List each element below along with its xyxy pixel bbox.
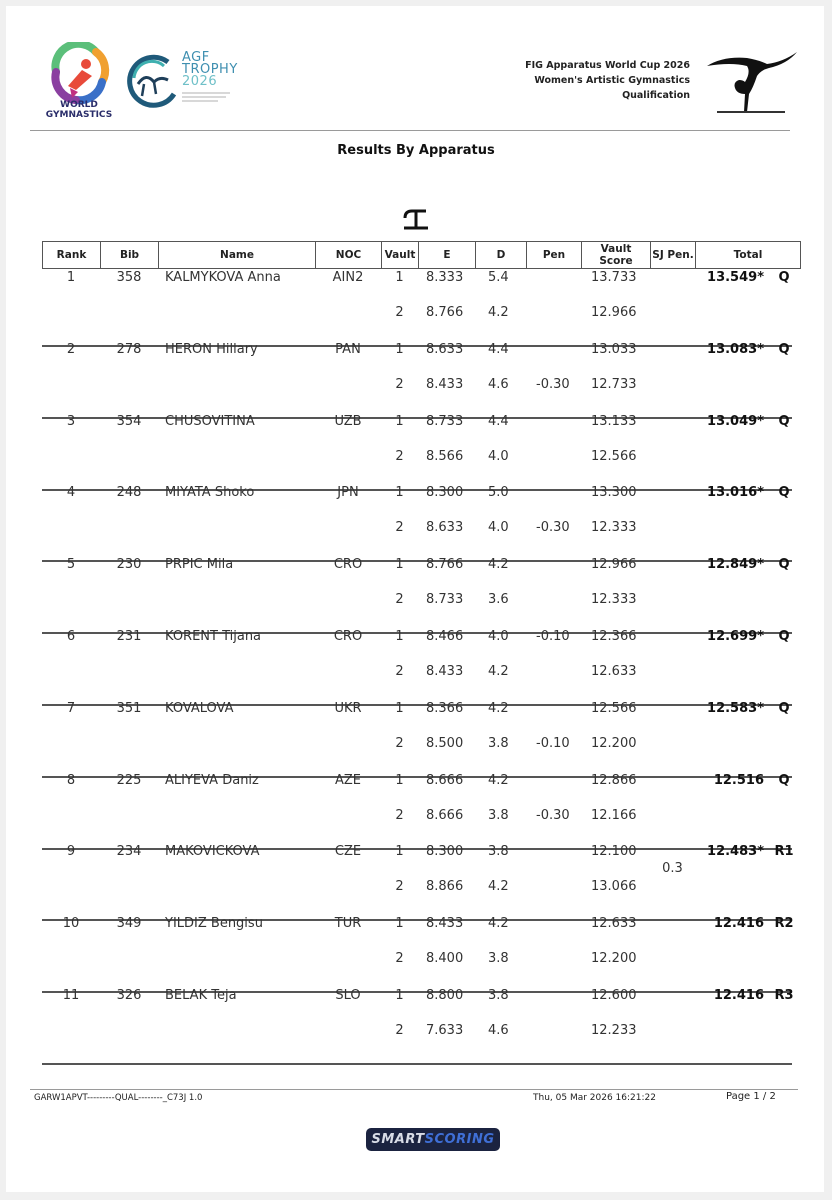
column-header-d: D	[476, 242, 527, 269]
smartscoring-logo-part2: SCORING	[424, 1132, 495, 1147]
vault-e-score: 8.433	[426, 664, 464, 679]
vault-score: 12.333	[591, 520, 637, 536]
gymnast-silhouette-logo	[703, 50, 799, 116]
footer-divider	[30, 1089, 798, 1090]
athlete-row	[42, 844, 794, 921]
vault-number: 1	[395, 988, 404, 1003]
athlete-row	[42, 772, 792, 850]
athlete-name: PRPIC Mila	[165, 557, 234, 573]
athlete-row	[42, 629, 792, 706]
vault-number: 1	[395, 844, 404, 860]
vault-score: 12.966	[591, 557, 637, 573]
athlete-total: 12.699*	[707, 629, 764, 644]
athlete-row	[42, 485, 792, 562]
vault-score: 12.733	[591, 376, 637, 392]
athlete-noc: JPN	[337, 485, 359, 501]
vault-d-score: 4.4	[488, 413, 509, 429]
athlete-rank: 10	[62, 916, 80, 932]
vault-score: 12.366	[591, 629, 637, 644]
athlete-name: CHUSOVITINA	[165, 413, 255, 429]
athlete-bib: 349	[116, 916, 142, 932]
qualification-status: Q	[778, 413, 790, 429]
vault-d-score: 3.8	[488, 951, 509, 967]
event-name: FIG Apparatus World Cup 2026	[525, 60, 690, 71]
vault-number: 1	[395, 629, 404, 644]
athlete-name: YILDIZ Bengisu	[165, 916, 263, 932]
athlete-bib: 278	[116, 341, 142, 357]
vault-score: 13.133	[591, 413, 637, 429]
vault-d-score: 3.8	[488, 807, 509, 823]
vault-number: 1	[395, 341, 404, 357]
event-header	[525, 58, 690, 103]
agf-trophy-logo	[122, 52, 248, 112]
vault-score: 13.066	[591, 879, 637, 895]
athlete-noc: SLO	[335, 988, 361, 1003]
vault-number: 2	[395, 1023, 404, 1038]
vault-d-score: 3.8	[488, 988, 509, 1003]
vault-score: 12.200	[591, 951, 637, 967]
vault-d-score: 4.6	[488, 1023, 509, 1038]
vault-d-score: 3.8	[488, 735, 509, 751]
column-header-e: E	[419, 242, 476, 269]
vault-e-score: 7.633	[426, 1023, 464, 1038]
vault-number: 2	[395, 448, 404, 464]
vault-d-score: 4.0	[488, 520, 509, 536]
athlete-noc: UKR	[334, 700, 362, 716]
athlete-total: 12.416	[713, 916, 764, 932]
athlete-bib: 230	[116, 557, 142, 573]
qualification-status: R3	[774, 988, 794, 1003]
vault-number: 2	[395, 879, 404, 895]
vault-score: 12.233	[591, 1023, 637, 1038]
vault-e-score: 8.633	[426, 341, 464, 357]
vault-e-score: 8.566	[426, 448, 464, 464]
vault-number: 2	[395, 376, 404, 392]
vault-d-score: 3.6	[488, 592, 509, 608]
row-separator	[42, 1063, 792, 1065]
vault-number: 1	[395, 413, 404, 429]
vault-d-score: 4.2	[488, 305, 509, 320]
athlete-total: 12.416	[713, 988, 764, 1003]
vault-e-score: 8.766	[426, 557, 464, 573]
athlete-name: KOVALOVA	[165, 700, 234, 716]
vault-penalty: -0.30	[536, 376, 570, 392]
column-header-name: Name	[159, 242, 316, 269]
vault-number: 1	[395, 700, 404, 716]
vault-e-score: 8.300	[426, 485, 464, 501]
athlete-bib: 248	[116, 485, 142, 501]
vault-number: 2	[395, 664, 404, 679]
athlete-name: HERON Hillary	[165, 341, 258, 357]
athlete-noc: UZB	[334, 413, 362, 429]
qualification-status: Q	[778, 270, 790, 285]
vault-e-score: 8.466	[426, 629, 464, 644]
athlete-rank: 2	[66, 341, 76, 357]
header-divider	[30, 130, 790, 131]
vault-d-score: 4.0	[488, 448, 509, 464]
athlete-rank: 9	[66, 844, 76, 860]
qualification-status: Q	[778, 700, 790, 716]
vault-number: 2	[395, 305, 404, 320]
vault-score: 13.033	[591, 341, 637, 357]
athlete-name: MIYATA Shoko	[165, 485, 255, 501]
column-header-rank: Rank	[43, 242, 101, 269]
athlete-row	[42, 341, 792, 419]
vault-apparatus-icon	[400, 206, 430, 232]
athlete-row	[42, 700, 792, 778]
column-header-pen: Pen	[527, 242, 582, 269]
qualification-status: Q	[778, 557, 790, 573]
athlete-noc: AZE	[334, 772, 361, 788]
event-discipline: Women's Artistic Gymnastics	[534, 75, 690, 86]
athlete-row	[42, 916, 794, 993]
logo-word-gymnastics: GYMNASTICS	[45, 110, 113, 120]
smartscoring-logo-part1: SMART	[371, 1132, 425, 1147]
athlete-name: BELAK Teja	[165, 988, 237, 1003]
athlete-noc: TUR	[334, 916, 362, 932]
qualification-status: Q	[778, 485, 790, 501]
vault-number: 1	[395, 772, 404, 788]
athlete-row	[42, 557, 792, 634]
athlete-row	[42, 270, 792, 347]
event-phase: Qualification	[622, 90, 690, 101]
vault-score: 13.733	[591, 270, 637, 285]
athlete-row	[42, 413, 792, 491]
vault-score: 12.566	[591, 448, 637, 464]
athlete-total: 12.849*	[707, 557, 764, 573]
vault-number: 2	[395, 951, 404, 967]
athlete-name: KORENT Tijana	[165, 629, 262, 644]
qualification-status: R2	[774, 916, 794, 932]
vault-d-score: 5.0	[488, 485, 509, 501]
agf-logo-fineprint	[182, 92, 230, 94]
vault-d-score: 4.4	[488, 341, 509, 357]
vault-score: 12.100	[591, 844, 637, 860]
vault-e-score: 8.500	[426, 735, 464, 751]
athlete-name: KALMYKOVA Anna	[165, 270, 281, 285]
vault-score: 12.566	[591, 700, 637, 716]
vault-score: 12.333	[591, 592, 637, 608]
athlete-rank: 6	[66, 629, 76, 644]
world-gymnastics-logo	[46, 42, 112, 122]
smartscoring-logo	[366, 1128, 500, 1151]
athlete-total: 13.083*	[707, 341, 764, 357]
vault-d-score: 4.2	[488, 772, 509, 788]
athlete-total: 13.016*	[707, 485, 764, 501]
vault-d-score: 4.0	[488, 629, 509, 644]
vault-penalty: -0.30	[536, 807, 570, 823]
agf-logo-fineprint	[182, 100, 218, 102]
results-table-header	[42, 241, 801, 269]
vault-e-score: 8.400	[426, 951, 464, 967]
vault-e-score: 8.433	[426, 376, 464, 392]
athlete-bib: 354	[116, 413, 142, 429]
vault-e-score: 8.666	[426, 807, 464, 823]
athlete-bib: 234	[116, 844, 142, 860]
vault-e-score: 8.666	[426, 772, 464, 788]
page-title: Results By Apparatus	[337, 143, 495, 158]
vault-d-score: 4.2	[488, 700, 509, 716]
vault-penalty: -0.10	[536, 735, 570, 751]
vault-number: 2	[395, 735, 404, 751]
vault-e-score: 8.866	[426, 879, 464, 895]
column-header-bib: Bib	[101, 242, 159, 269]
athlete-noc: PAN	[335, 341, 361, 357]
athlete-row	[42, 988, 794, 1065]
vault-score: 12.200	[591, 735, 637, 751]
sj-penalty: 0.3	[662, 861, 683, 877]
athlete-bib: 358	[116, 270, 142, 285]
column-header-vault-score-line2: Score	[599, 255, 633, 267]
agf-logo-word-trophy: TROPHY	[182, 62, 238, 77]
vault-e-score: 8.733	[426, 592, 464, 608]
vault-number: 1	[395, 916, 404, 932]
athlete-noc: CZE	[334, 844, 362, 860]
athlete-rank: 4	[66, 485, 76, 501]
vault-d-score: 4.2	[488, 879, 509, 895]
vault-score: 12.166	[591, 807, 637, 823]
column-header-vault-score-line1: Vault	[600, 243, 632, 255]
column-header-vault-score	[582, 242, 651, 269]
vault-d-score: 5.4	[488, 270, 509, 285]
athlete-total: 13.549*	[707, 270, 764, 285]
print-timestamp: Thu, 05 Mar 2026 16:21:22	[533, 1093, 656, 1103]
vault-number: 2	[395, 807, 404, 823]
column-header-sj-pen: SJ Pen.	[651, 242, 696, 269]
vault-number: 1	[395, 557, 404, 573]
vault-number: 1	[395, 270, 404, 285]
vault-e-score: 8.766	[426, 305, 464, 320]
athlete-noc: CRO	[333, 629, 363, 644]
athlete-total: 12.516	[713, 772, 764, 788]
qualification-status: R1	[774, 844, 794, 860]
vault-score: 12.866	[591, 772, 637, 788]
vault-penalty: -0.10	[536, 629, 570, 644]
vault-score: 12.633	[591, 916, 637, 932]
athlete-rank: 5	[66, 557, 76, 573]
vault-e-score: 8.733	[426, 413, 464, 429]
vault-d-score: 3.8	[488, 844, 509, 860]
athlete-bib: 326	[116, 988, 142, 1003]
athlete-total: 12.583*	[707, 700, 764, 716]
athlete-bib: 225	[116, 772, 142, 788]
vault-e-score: 8.433	[426, 916, 464, 932]
qualification-status: Q	[778, 629, 790, 644]
column-header-vault: Vault	[382, 242, 419, 269]
vault-d-score: 4.2	[488, 557, 509, 573]
logo-word-world: WORLD	[60, 100, 98, 110]
vault-score: 12.966	[591, 305, 637, 320]
vault-score: 12.633	[591, 664, 637, 679]
qualification-status: Q	[778, 772, 790, 788]
vault-number: 2	[395, 592, 404, 608]
vault-number: 2	[395, 520, 404, 536]
column-header-noc: NOC	[316, 242, 382, 269]
vault-penalty: -0.30	[536, 520, 570, 536]
vault-d-score: 4.2	[488, 916, 509, 932]
qualification-status: Q	[778, 341, 790, 357]
column-header-total: Total	[696, 242, 801, 269]
athlete-bib: 351	[116, 700, 142, 716]
agf-logo-fineprint	[182, 96, 226, 98]
vault-e-score: 8.800	[426, 988, 464, 1003]
athlete-total: 13.049*	[707, 413, 764, 429]
athlete-noc: AIN2	[332, 270, 364, 285]
vault-e-score: 8.333	[426, 270, 464, 285]
agf-emblem-icon	[124, 54, 178, 110]
athlete-name: MAKOVICKOVA	[165, 844, 260, 860]
vault-d-score: 4.2	[488, 664, 509, 679]
vault-e-score: 8.300	[426, 844, 464, 860]
athlete-rank: 8	[66, 772, 76, 788]
vault-score: 13.300	[591, 485, 637, 501]
vault-e-score: 8.633	[426, 520, 464, 536]
athlete-rank: 7	[66, 700, 76, 716]
agf-logo-word-agf: AGF	[182, 50, 210, 65]
gymnast-silhouette-icon	[703, 50, 799, 116]
athlete-rank: 1	[66, 270, 76, 285]
athlete-bib: 231	[116, 629, 142, 644]
agf-logo-year: 2026	[182, 74, 218, 89]
vault-e-score: 8.366	[426, 700, 464, 716]
athlete-name: ALIYEVA Daniz	[165, 772, 259, 788]
vault-number: 1	[395, 485, 404, 501]
athlete-rank: 3	[66, 413, 76, 429]
document-code: GARW1APVT---------QUAL--------_C73J 1.0	[34, 1093, 203, 1103]
vault-d-score: 4.6	[488, 376, 509, 392]
page-number: Page 1 / 2	[726, 1091, 776, 1102]
athlete-total: 12.483*	[707, 844, 764, 860]
athlete-rank: 11	[62, 988, 80, 1003]
athlete-noc: CRO	[333, 557, 363, 573]
vault-score: 12.600	[591, 988, 637, 1003]
